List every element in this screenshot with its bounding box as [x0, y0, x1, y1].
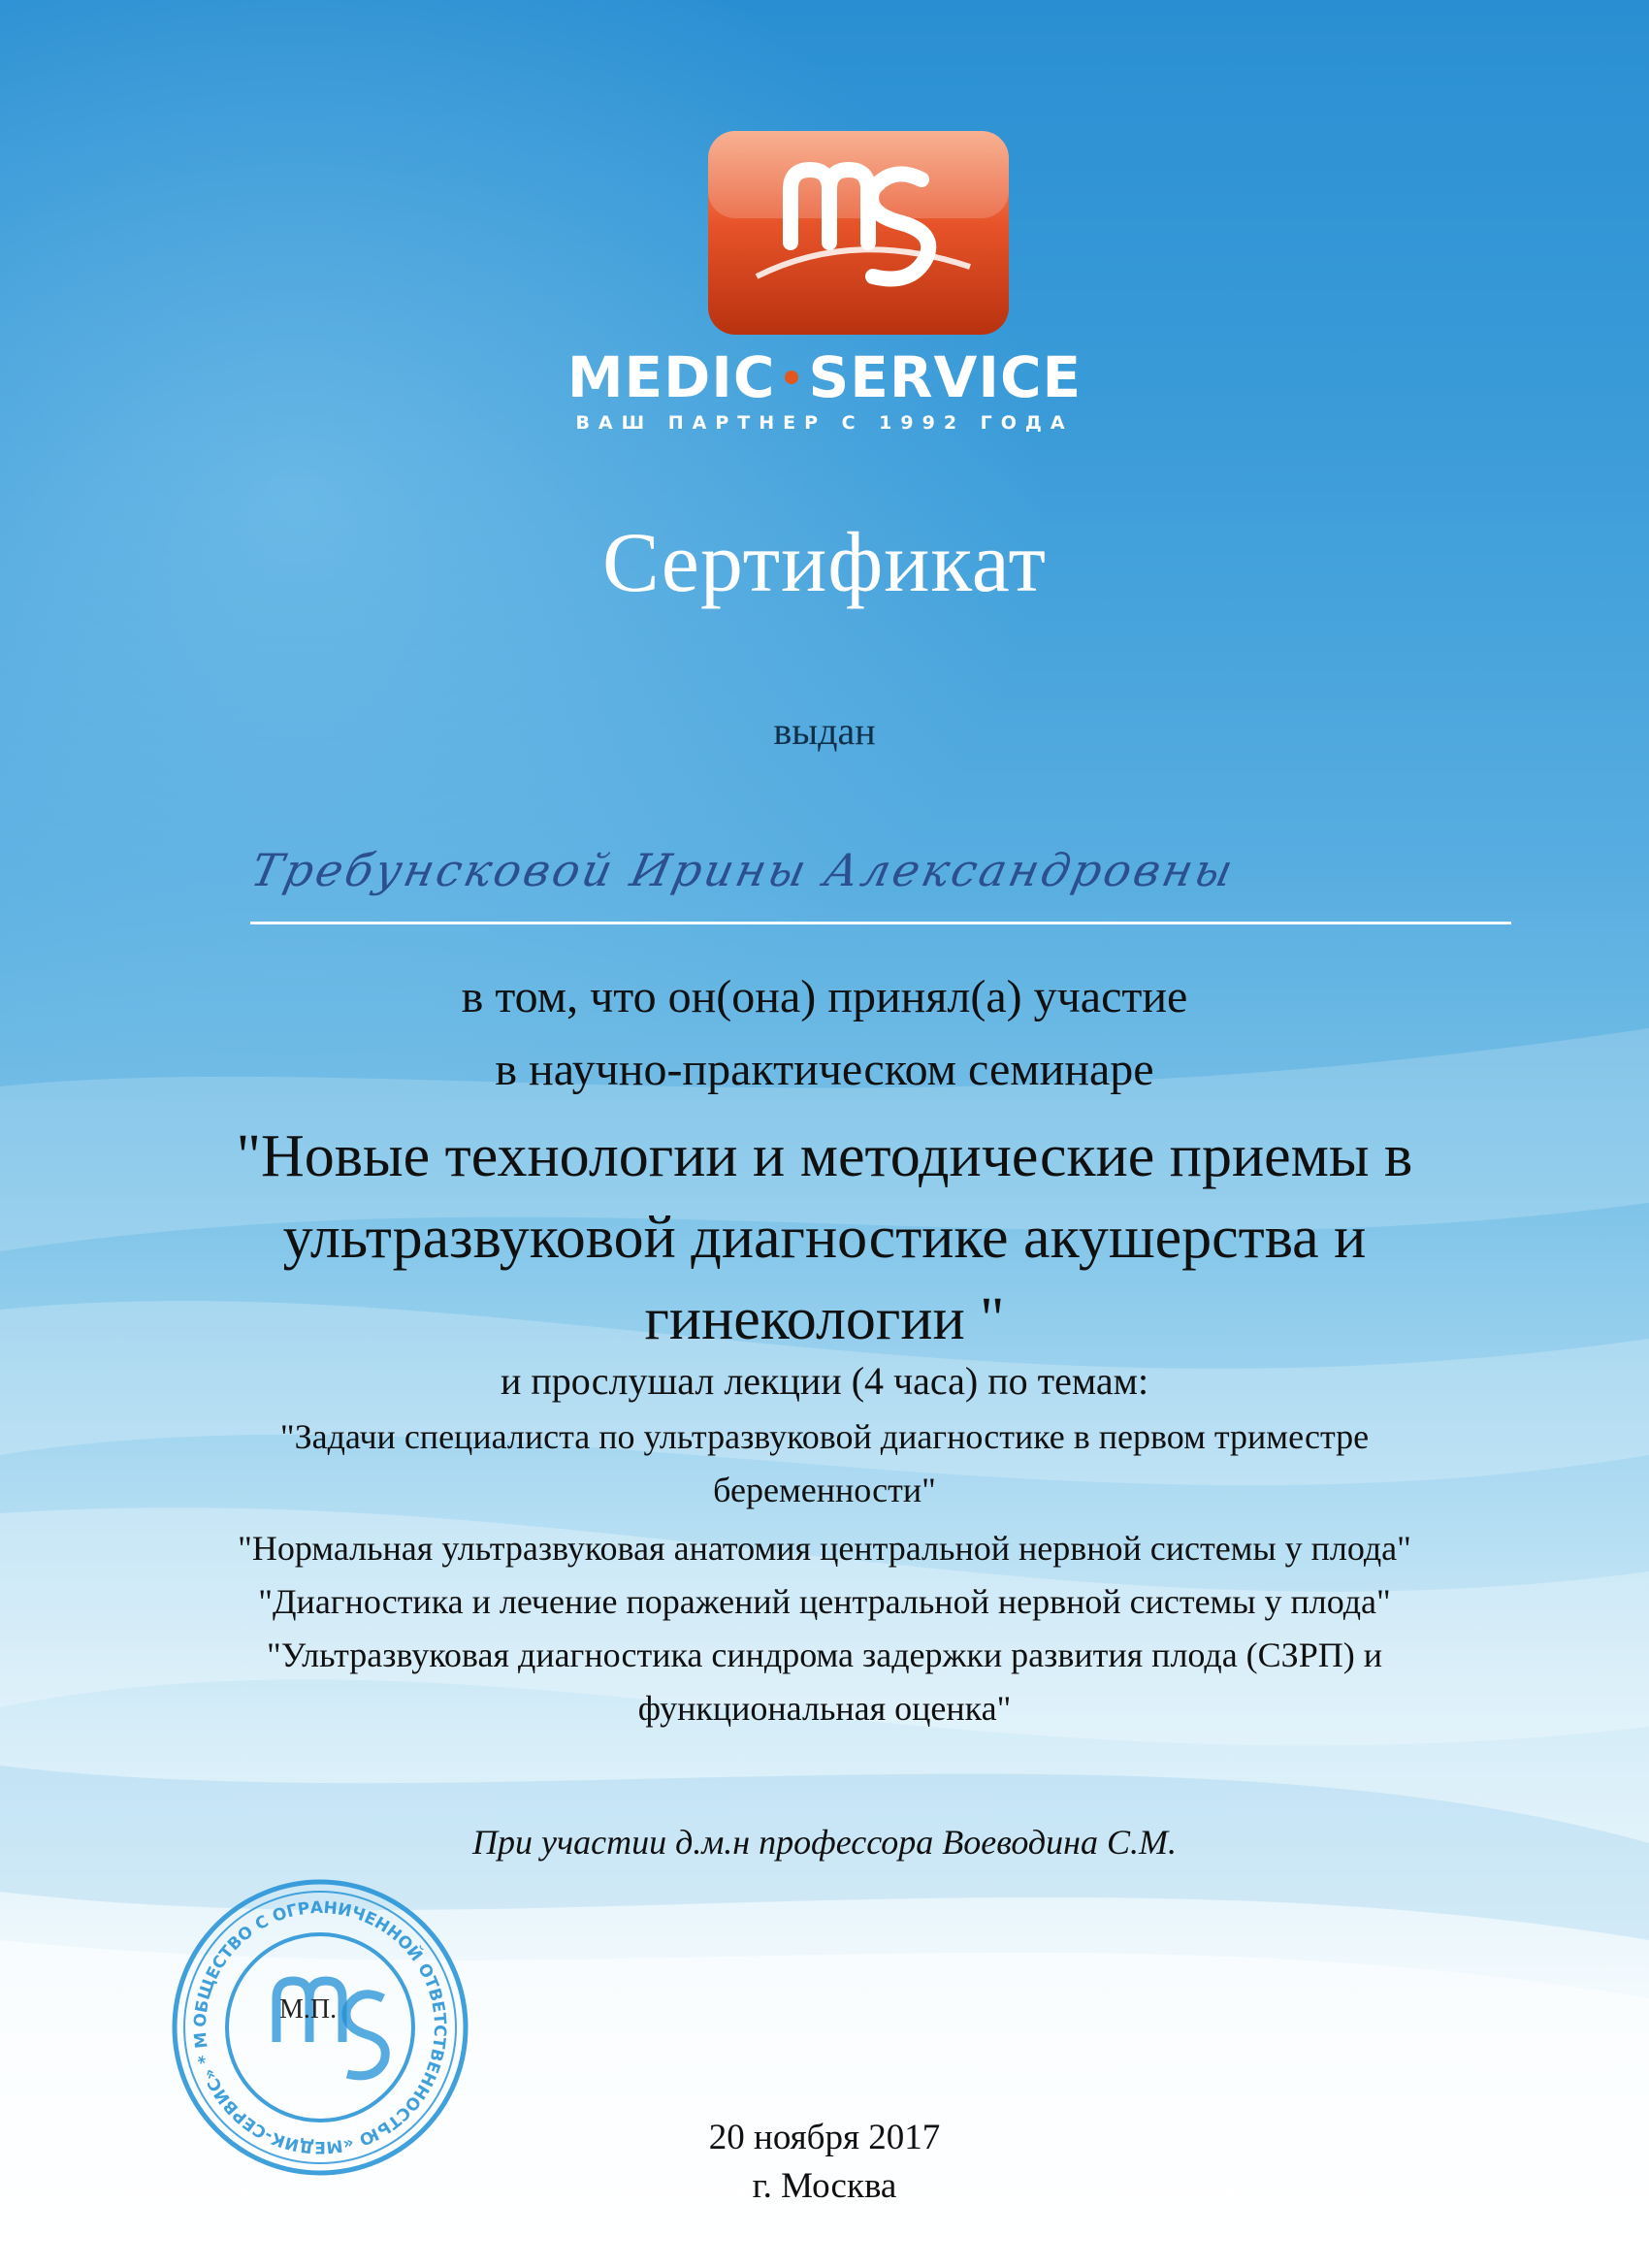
participation-statement: в том, что он(она) принял(а) участие: [461, 971, 1188, 1022]
seminar-title-line: ультразвуковой диагностике акушерства и: [282, 1205, 1367, 1271]
brand-name: [0, 344, 1649, 410]
topic-line: функциональная оценка": [637, 1689, 1012, 1728]
recipient-underline: [250, 922, 1511, 924]
issue-date: 20 ноября 2017: [708, 2118, 941, 2157]
topic-line: "Нормальная ультразвуковая анатомия центральной нервной системы у плода": [238, 1529, 1411, 1568]
brand-tagline: ВАШ ПАРТНЕР С 1992 ГОДА: [575, 412, 1074, 434]
topic-line: беременности": [713, 1471, 936, 1509]
seminar-title: [0, 1116, 1649, 1360]
certificate-title: Сертификат: [602, 516, 1047, 610]
seminar-title-line: "Новые технологии и методические приемы в: [236, 1123, 1413, 1189]
topic-line: "Ультразвуковая диагностика синдрома задержки развития плода (СЗРП) и: [267, 1636, 1382, 1674]
seal-label: М.П.: [279, 1994, 338, 2025]
issued-label: выдан: [773, 709, 876, 753]
ms-logo-icon: [698, 121, 1018, 344]
issue-city: г. Москва: [752, 2166, 897, 2206]
topic-line: "Задачи специалиста по ультразвуковой диагностике в первом триместре: [279, 1417, 1370, 1456]
brand-left: MEDIC: [566, 344, 776, 410]
seminar-type: в научно-практическом семинаре: [495, 1044, 1154, 1095]
seminar-title-line: гинекологии ": [644, 1286, 1005, 1352]
brand-right: SERVICE: [808, 344, 1083, 410]
seal-ring-text: ОБЩЕСТВО С ОГРАНИЧЕННОЙ ОТВЕТСТВЕННОСТЬЮ «МЕДИК-СЕРВИС» * М: [190, 1897, 450, 2157]
professor-participation: При участии д.м.н профессора Воеводина С.М.: [471, 1823, 1177, 1862]
topic-line: "Диагностика и лечение поражений центральной нервной системы у плода": [258, 1582, 1391, 1621]
recipient-name-handwritten: Требунсковой Ирины Александровны: [246, 844, 1241, 896]
brand-dot-icon: [785, 371, 798, 384]
lectures-intro: и прослушал лекции (4 часа) по темам:: [500, 1359, 1149, 1403]
